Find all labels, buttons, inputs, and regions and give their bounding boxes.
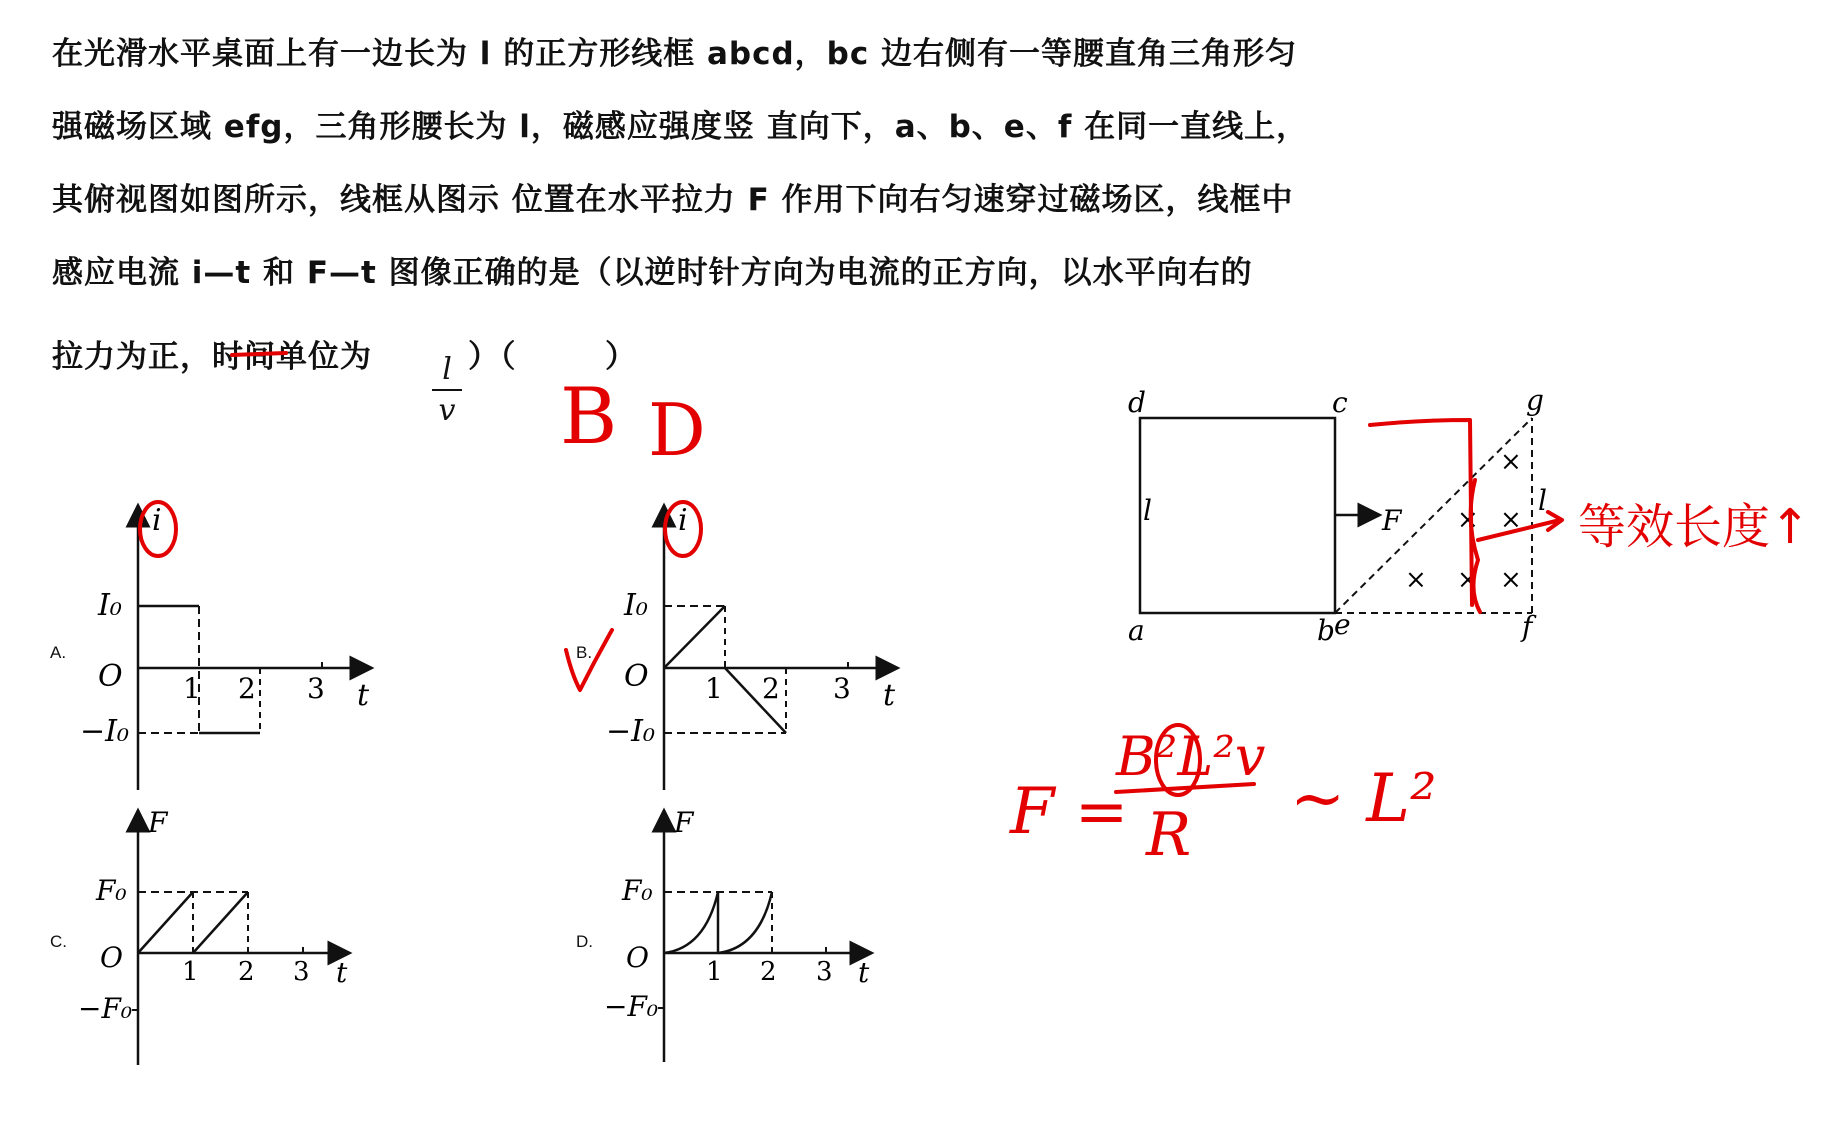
graph-c-rise-1 xyxy=(138,892,193,953)
underline-mark xyxy=(232,353,286,355)
field-mark: × xyxy=(1500,505,1522,535)
graph-b-tick-2: 2 xyxy=(762,672,780,705)
question-line-1: 在光滑水平桌面上有一边长为 l 的正方形线框 abcd，bc 边右侧有一等腰直角三角形匀 xyxy=(52,36,1298,72)
graph-d-tick-1: 1 xyxy=(706,957,723,987)
graph-d-curve-2 xyxy=(718,892,772,953)
graph-b-pos-label: I₀ xyxy=(624,588,648,623)
handwritten-annotations xyxy=(140,353,1562,795)
graph-c-tick-1: 1 xyxy=(182,957,199,987)
field-mark: × xyxy=(1500,565,1522,595)
graph-a-tick-1: 1 xyxy=(183,672,201,705)
answer-bracket-open: ）（ xyxy=(468,339,517,375)
field-mark: × xyxy=(1457,565,1479,595)
fraction-denominator: v xyxy=(438,393,456,428)
field-mark: × xyxy=(1500,447,1522,477)
handwritten-formula-numerator: B²L²v xyxy=(1116,725,1266,788)
graph-c-rise-2 xyxy=(193,892,248,953)
graph-c-origin: O xyxy=(100,941,123,974)
graph-d-neg-label: −F₀ xyxy=(604,990,659,1023)
graph-a-x-label: t xyxy=(357,678,370,713)
graph-b xyxy=(606,503,898,790)
option-a-label: A. xyxy=(50,643,67,662)
graph-a-neg-label: −I₀ xyxy=(80,714,130,749)
graph-a-tick-3: 3 xyxy=(307,672,325,705)
option-c-label: C. xyxy=(50,932,67,951)
question-line-3: 其俯视图如图所示，线框从图示 位置在水平拉力 F 作用下向右匀速穿过磁场区，线框中 xyxy=(52,182,1294,218)
force-label: F xyxy=(1382,504,1402,537)
graph-a-tick-2: 2 xyxy=(238,672,256,705)
question-line-2: 强磁场区域 efg，三角形腰长为 l，磁感应强度竖 直向下，a、b、e、f 在同一直线上， xyxy=(52,109,1309,145)
graph-a xyxy=(80,503,372,790)
graph-c-x-label: t xyxy=(336,956,348,989)
graph-c-tick-3: 3 xyxy=(293,957,310,987)
graph-d-curve-1 xyxy=(664,892,718,953)
point-a: a xyxy=(1128,614,1145,647)
option-d-label: D. xyxy=(576,932,593,951)
graph-c-neg-label: −F₀ xyxy=(78,992,133,1025)
graph-d-y-label: F xyxy=(674,806,694,839)
question-line-4: 感应电流 i—t 和 F—t 图像正确的是（以逆时针方向为电流的正方向，以水平向右的 xyxy=(52,255,1253,291)
graph-b-tick-3: 3 xyxy=(833,672,851,705)
leg-label: l xyxy=(1538,484,1547,517)
graph-b-origin: O xyxy=(624,659,649,694)
point-g: g xyxy=(1526,384,1544,417)
graph-c-tick-2: 2 xyxy=(238,957,255,987)
handwritten-note: 等效长度↑ xyxy=(1578,499,1811,555)
field-mark: × xyxy=(1457,505,1479,535)
graph-c xyxy=(78,806,350,1065)
graph-a-pos-label: I₀ xyxy=(98,588,122,623)
fraction-numerator: l xyxy=(442,352,452,387)
graph-d xyxy=(604,806,872,1062)
square-coil-abcd xyxy=(1140,418,1335,613)
graph-d-tick-2: 2 xyxy=(760,957,777,987)
graph-d-tick-3: 3 xyxy=(816,957,833,987)
graph-b-x-label: t xyxy=(883,678,896,713)
question-line-5: 拉力为正，时间单位为 xyxy=(52,339,372,375)
point-b: b xyxy=(1317,614,1335,647)
graph-a-y-label: i xyxy=(152,503,162,538)
handwritten-answer-d: D xyxy=(648,388,706,472)
field-mark: × xyxy=(1405,565,1427,595)
side-label: l xyxy=(1143,494,1152,527)
handwritten-formula-denominator: R xyxy=(1146,800,1192,870)
graph-b-neg-label: −I₀ xyxy=(606,714,656,749)
graph-b-tick-1: 1 xyxy=(705,672,723,705)
handwritten-formula-lhs: F = xyxy=(1010,775,1129,849)
point-d: d xyxy=(1128,386,1146,419)
graph-c-y-label: F xyxy=(148,806,168,839)
graph-d-origin: O xyxy=(626,941,649,974)
graph-d-pos-label: F₀ xyxy=(622,874,653,907)
point-c: c xyxy=(1332,386,1348,419)
answer-bracket-close: ） xyxy=(605,339,637,375)
graph-b-rising-segment xyxy=(664,606,725,668)
handwritten-answer-b: B xyxy=(560,372,618,462)
handwritten-formula-rhs: ~ L² xyxy=(1290,760,1437,837)
point-e: e xyxy=(1334,608,1351,641)
graph-a-origin: O xyxy=(98,659,123,694)
point-f: f xyxy=(1522,610,1533,643)
option-b-label: B. xyxy=(576,643,593,662)
check-mark-icon xyxy=(566,630,612,690)
graph-b-y-label: i xyxy=(678,503,688,538)
setup-figure xyxy=(1128,384,1547,647)
graph-d-x-label: t xyxy=(858,956,870,989)
graph-c-pos-label: F₀ xyxy=(96,874,127,907)
